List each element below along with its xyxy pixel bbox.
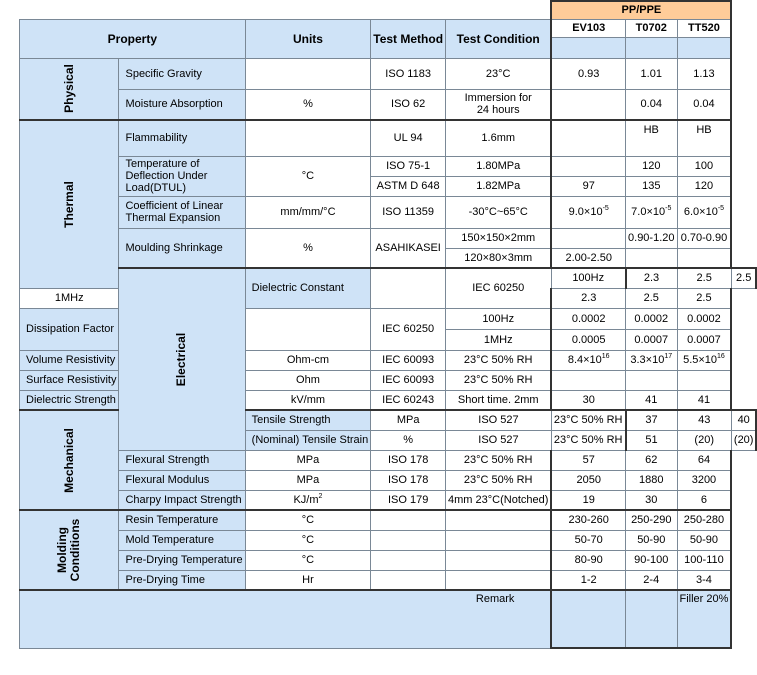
condition-cell: 23°C 50% RH bbox=[446, 350, 552, 370]
table-row bbox=[20, 530, 757, 550]
value-t0702: 30 bbox=[626, 490, 677, 510]
property-name: Pre-Drying Time bbox=[119, 570, 245, 590]
method-cell: ISO 11359 bbox=[371, 196, 446, 228]
value-tt520: 0.0007 bbox=[677, 329, 731, 350]
value-t0702: $3.3\times 10^{17}$ bbox=[626, 350, 677, 370]
value-t0702: 2.5 bbox=[677, 268, 731, 288]
method-cell: ISO 179 bbox=[371, 490, 446, 510]
property-name: Moulding Shrinkage bbox=[119, 228, 245, 268]
table-row bbox=[20, 58, 757, 89]
header-test-method: Test Method bbox=[371, 19, 446, 58]
condition-cell: 150×150×2mm bbox=[446, 228, 552, 248]
property-name: Flexural Modulus bbox=[119, 470, 245, 490]
table-row bbox=[20, 89, 757, 120]
value-tt520: 3200 bbox=[677, 470, 731, 490]
header-row-grades bbox=[20, 19, 757, 37]
method-cell: IEC 60250 bbox=[371, 308, 446, 350]
property-name: Moisture Absorption bbox=[119, 89, 245, 120]
condition-cell: 23°C 50% RH bbox=[551, 430, 625, 450]
condition-cell: 23°C 50% RH bbox=[551, 410, 625, 430]
property-name: Resin Temperature bbox=[119, 510, 245, 530]
value-tt520: (20) bbox=[731, 430, 756, 450]
value-tt520: 3-4 bbox=[677, 570, 731, 590]
units-cell: °C bbox=[245, 530, 371, 550]
condition-cell: 1.6mm bbox=[446, 120, 552, 156]
remark-label: Remark bbox=[20, 590, 552, 648]
header-property: Property bbox=[20, 19, 246, 58]
condition-cell: 1.82MPa bbox=[446, 176, 552, 196]
method-cell bbox=[371, 550, 446, 570]
condition-cell bbox=[446, 550, 552, 570]
value-t0702 bbox=[626, 370, 677, 390]
method-cell: IEC 60093 bbox=[371, 350, 446, 370]
method-cell: ISO 178 bbox=[371, 470, 446, 490]
value-tt520: 250-280 bbox=[677, 510, 731, 530]
grade-header-tt520: TT520 bbox=[677, 19, 731, 37]
property-name: Volume Resistivity bbox=[20, 350, 119, 370]
value-ev103: 2.3 bbox=[551, 288, 625, 308]
units-cell: % bbox=[245, 89, 371, 120]
table-row bbox=[20, 450, 757, 470]
value-tt520: 0.0002 bbox=[677, 308, 731, 329]
method-cell: UL 94 bbox=[371, 120, 446, 156]
method-cell: ISO 527 bbox=[446, 430, 552, 450]
method-cell bbox=[371, 530, 446, 550]
value-tt520 bbox=[677, 370, 731, 390]
grade-subheader-tt520 bbox=[677, 37, 731, 58]
value-t0702: 0.0007 bbox=[626, 329, 677, 350]
property-name: Surface Resistivity bbox=[20, 370, 119, 390]
value-tt520: 120 bbox=[677, 176, 731, 196]
value-ev103: 2.00-2.50 bbox=[551, 248, 625, 268]
property-name: Tensile Strength bbox=[245, 410, 371, 430]
header-units: Units bbox=[245, 19, 371, 58]
category-physical: Physical bbox=[20, 58, 119, 120]
property-name: Temperature of Deflection Under Load(DTUL) bbox=[119, 156, 245, 196]
value-ev103: 30 bbox=[551, 390, 625, 410]
category-thermal: Thermal bbox=[20, 120, 119, 288]
method-cell: IEC 60093 bbox=[371, 370, 446, 390]
units-cell: Ohm-cm bbox=[245, 350, 371, 370]
material-group-header: PP/PPE bbox=[551, 1, 731, 19]
property-name: Charpy Impact Strength bbox=[119, 490, 245, 510]
method-cell: IEC 60250 bbox=[446, 268, 552, 308]
units-cell: Hr bbox=[245, 570, 371, 590]
method-cell: ISO 178 bbox=[371, 450, 446, 470]
value-ev103: 2.3 bbox=[626, 268, 677, 288]
value-t0702: 62 bbox=[626, 450, 677, 470]
value-t0702: 120 bbox=[626, 156, 677, 176]
value-ev103 bbox=[551, 120, 625, 156]
property-name: Flexural Strength bbox=[119, 450, 245, 470]
method-cell: ISO 75-1 bbox=[371, 156, 446, 176]
header-row-top bbox=[20, 1, 757, 19]
property-name: Coefficient of Linear Thermal Expansion bbox=[119, 196, 245, 228]
value-t0702: 2.5 bbox=[626, 288, 677, 308]
table-row bbox=[20, 550, 757, 570]
table-row bbox=[20, 570, 757, 590]
value-t0702: 1.01 bbox=[626, 58, 677, 89]
value-ev103 bbox=[551, 370, 625, 390]
value-ev103 bbox=[551, 156, 625, 176]
condition-cell: 23°C 50% RH bbox=[446, 450, 552, 470]
units-cell bbox=[371, 268, 446, 308]
header-test-condition: Test Condition bbox=[446, 19, 552, 58]
table-row bbox=[20, 196, 757, 228]
value-ev103: 51 bbox=[626, 430, 677, 450]
value-ev103 bbox=[551, 89, 625, 120]
value-tt520: HB bbox=[677, 120, 731, 156]
remark-ev103 bbox=[551, 590, 625, 648]
property-name: Dielectric Strength bbox=[20, 390, 119, 410]
units-cell: mm/mm/°C bbox=[245, 196, 371, 228]
condition-cell: 23°C 50% RH bbox=[446, 370, 552, 390]
remark-t0702 bbox=[626, 590, 677, 648]
value-t0702: HB bbox=[626, 120, 677, 156]
property-table bbox=[19, 0, 757, 649]
value-t0702: 41 bbox=[626, 390, 677, 410]
value-tt520: 2.5 bbox=[677, 288, 731, 308]
remark-row bbox=[20, 590, 757, 648]
grade-subheader-t0702 bbox=[626, 37, 677, 58]
condition-cell: Short time. 2mm bbox=[446, 390, 552, 410]
value-ev103: 57 bbox=[551, 450, 625, 470]
value-tt520: 0.04 bbox=[677, 89, 731, 120]
condition-cell: 120×80×3mm bbox=[446, 248, 552, 268]
value-ev103: 0.0002 bbox=[551, 308, 625, 329]
condition-cell: 100Hz bbox=[551, 268, 625, 288]
condition-cell: 4mm 23°C(Notched) bbox=[446, 490, 552, 510]
value-ev103: 0.93 bbox=[551, 58, 625, 89]
value-t0702: $7.0\times 10^{-5}$ bbox=[626, 196, 677, 228]
value-t0702: 43 bbox=[677, 410, 731, 430]
value-ev103: 37 bbox=[626, 410, 677, 430]
table-row bbox=[20, 490, 757, 510]
value-tt520: 0.70-0.90 bbox=[677, 228, 731, 248]
category-mechanical: Mechanical bbox=[20, 410, 119, 510]
value-tt520: 2.5 bbox=[731, 268, 756, 288]
value-ev103: 230-260 bbox=[551, 510, 625, 530]
condition-cell: 100Hz bbox=[446, 308, 552, 329]
value-ev103: 2050 bbox=[551, 470, 625, 490]
units-cell: % bbox=[371, 430, 446, 450]
value-t0702: 0.04 bbox=[626, 89, 677, 120]
method-cell: ASTM D 648 bbox=[371, 176, 446, 196]
table-row bbox=[20, 268, 757, 288]
value-ev103: 97 bbox=[551, 176, 625, 196]
grade-header-ev103: EV103 bbox=[551, 19, 625, 37]
property-name: Dielectric Constant bbox=[245, 268, 371, 308]
value-tt520: 6 bbox=[677, 490, 731, 510]
property-name: Pre-Drying Temperature bbox=[119, 550, 245, 570]
value-tt520: $6.0\times 10^{-5}$ bbox=[677, 196, 731, 228]
condition-cell: Immersion for 24 hours bbox=[446, 89, 552, 120]
method-cell bbox=[371, 570, 446, 590]
units-cell: MPa bbox=[245, 470, 371, 490]
value-t0702: 0.90-1.20 bbox=[626, 228, 677, 248]
table-row bbox=[20, 156, 757, 176]
property-name: Flammability bbox=[119, 120, 245, 156]
condition-cell bbox=[446, 510, 552, 530]
table-row bbox=[20, 228, 757, 248]
header-spacer bbox=[20, 1, 552, 19]
table-row bbox=[20, 470, 757, 490]
units-cell bbox=[245, 58, 371, 89]
value-t0702: 50-90 bbox=[626, 530, 677, 550]
value-ev103: 80-90 bbox=[551, 550, 625, 570]
value-ev103: 19 bbox=[551, 490, 625, 510]
units-cell: °C bbox=[245, 510, 371, 530]
category-molding-conditions: Molding Conditions bbox=[20, 510, 119, 590]
units-cell bbox=[245, 308, 371, 350]
condition-cell bbox=[446, 530, 552, 550]
condition-cell: 23°C bbox=[446, 58, 552, 89]
value-ev103: 0.0005 bbox=[551, 329, 625, 350]
units-cell bbox=[245, 120, 371, 156]
method-cell: IEC 60243 bbox=[371, 390, 446, 410]
condition-cell: 1MHz bbox=[446, 329, 552, 350]
remark-tt520: Filler 20% bbox=[677, 590, 731, 648]
value-tt520: 40 bbox=[731, 410, 756, 430]
value-tt520: 100-110 bbox=[677, 550, 731, 570]
value-t0702: 250-290 bbox=[626, 510, 677, 530]
value-t0702: 0.0002 bbox=[626, 308, 677, 329]
method-cell: ISO 1183 bbox=[371, 58, 446, 89]
value-tt520: $5.5\times 10^{16}$ bbox=[677, 350, 731, 370]
condition-cell: 1.80MPa bbox=[446, 156, 552, 176]
value-t0702 bbox=[626, 248, 677, 268]
value-t0702: (20) bbox=[677, 430, 731, 450]
property-name: Specific Gravity bbox=[119, 58, 245, 89]
value-tt520: 50-90 bbox=[677, 530, 731, 550]
table-row bbox=[20, 120, 757, 156]
value-ev103: 1-2 bbox=[551, 570, 625, 590]
method-cell: ISO 62 bbox=[371, 89, 446, 120]
grade-subheader-ev103 bbox=[551, 37, 625, 58]
method-cell: ISO 527 bbox=[446, 410, 552, 430]
value-ev103: $8.4\times 10^{16}$ bbox=[551, 350, 625, 370]
units-cell: MPa bbox=[371, 410, 446, 430]
property-name: (Nominal) Tensile Strain bbox=[245, 430, 371, 450]
condition-cell: 23°C 50% RH bbox=[446, 470, 552, 490]
units-cell: °C bbox=[245, 550, 371, 570]
value-tt520: 41 bbox=[677, 390, 731, 410]
method-cell bbox=[371, 510, 446, 530]
method-cell: ASAHIKASEI bbox=[371, 228, 446, 268]
units-cell: °C bbox=[245, 156, 371, 196]
value-ev103: 50-70 bbox=[551, 530, 625, 550]
property-name: Dissipation Factor bbox=[20, 308, 119, 350]
value-ev103: $9.0\times 10^{-5}$ bbox=[551, 196, 625, 228]
value-tt520: 64 bbox=[677, 450, 731, 470]
units-cell: $KJ/m^2$ bbox=[245, 490, 371, 510]
value-t0702: 90-100 bbox=[626, 550, 677, 570]
value-tt520: 100 bbox=[677, 156, 731, 176]
grade-header-t0702: T0702 bbox=[626, 19, 677, 37]
condition-cell bbox=[446, 570, 552, 590]
condition-cell: -30°C~65°C bbox=[446, 196, 552, 228]
material-property-sheet bbox=[19, 0, 757, 649]
value-t0702: 1880 bbox=[626, 470, 677, 490]
value-t0702: 135 bbox=[626, 176, 677, 196]
units-cell: kV/mm bbox=[245, 390, 371, 410]
table-row bbox=[20, 510, 757, 530]
value-tt520 bbox=[677, 248, 731, 268]
property-name: Mold Temperature bbox=[119, 530, 245, 550]
units-cell: % bbox=[245, 228, 371, 268]
category-electrical: Electrical bbox=[119, 268, 245, 450]
condition-cell: 1MHz bbox=[20, 288, 119, 308]
value-t0702: 2-4 bbox=[626, 570, 677, 590]
value-ev103 bbox=[551, 228, 625, 248]
units-cell: Ohm bbox=[245, 370, 371, 390]
units-cell: MPa bbox=[245, 450, 371, 470]
value-tt520: 1.13 bbox=[677, 58, 731, 89]
